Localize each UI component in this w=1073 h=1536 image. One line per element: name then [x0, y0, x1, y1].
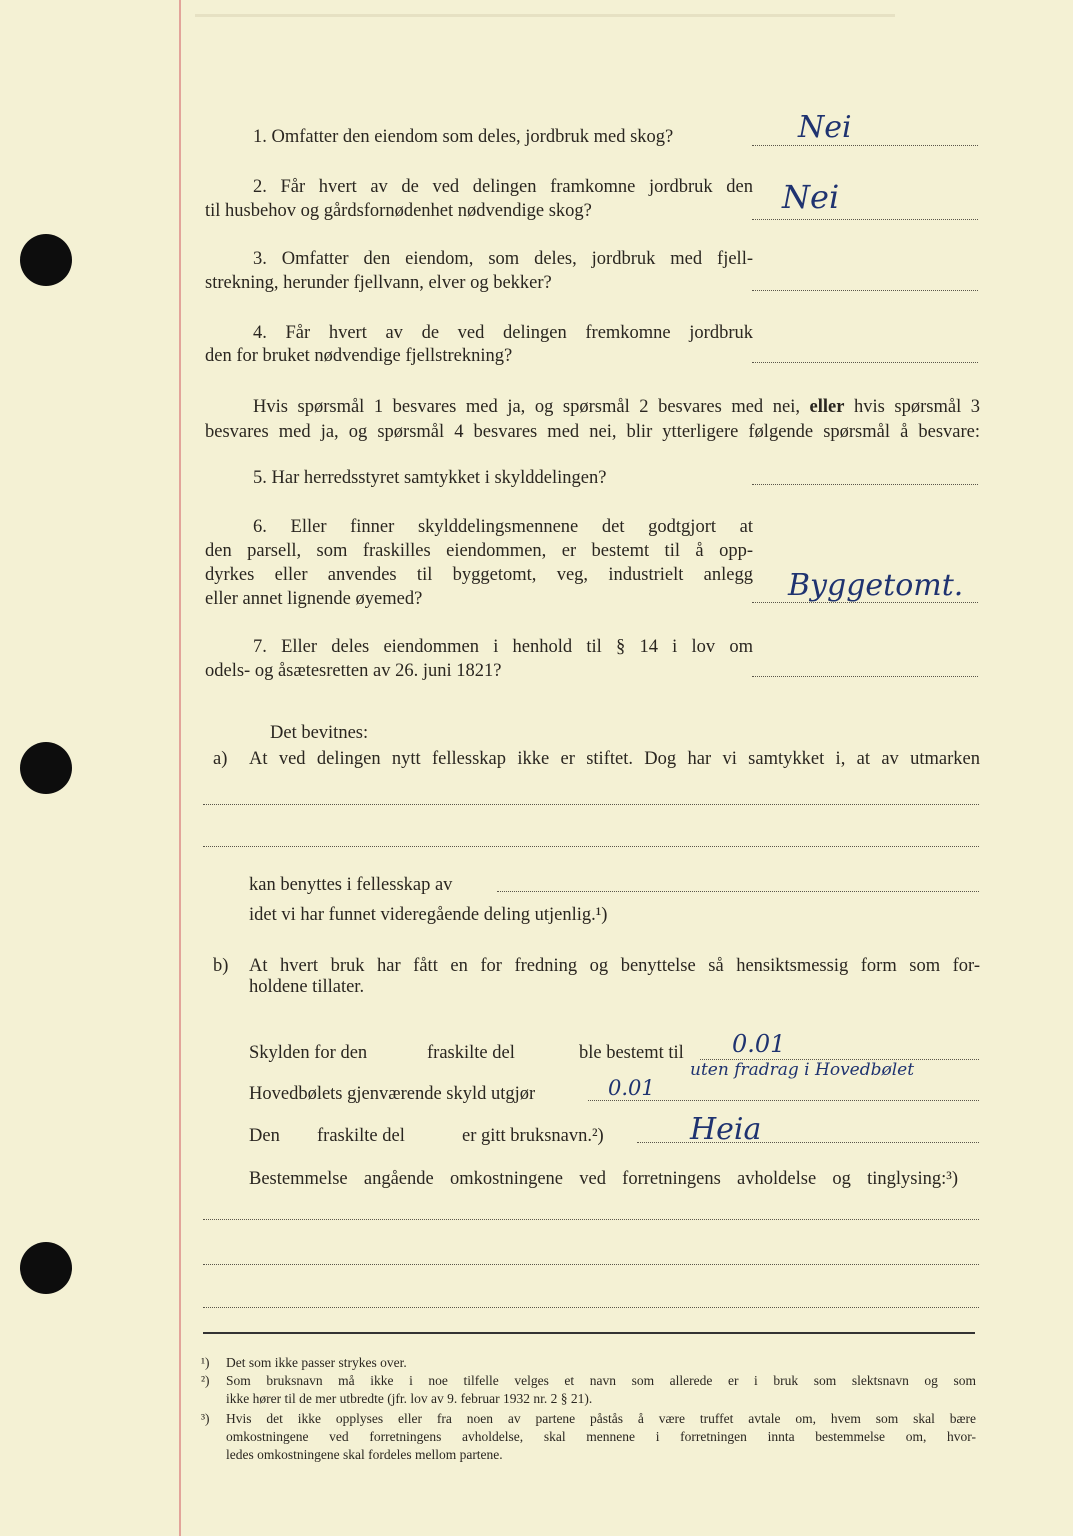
- answer-line-4: [752, 362, 978, 363]
- name-value-handwritten: Heia: [690, 1112, 762, 1147]
- remaining-fill-line: [588, 1100, 979, 1101]
- footnote-1: Det som ikke passer strykes over.: [226, 1355, 407, 1370]
- question-2-line-1: 2. Får hvert av de ved delingen framkomne jordbruk den: [253, 177, 753, 197]
- attest-b-label: b): [213, 956, 229, 976]
- margin-line: [179, 0, 181, 1536]
- answer-line-7: [752, 676, 978, 677]
- answer-6-handwritten: Byggetomt.: [788, 568, 964, 603]
- question-3-line-2: strekning, herunder fjellvann, elver og bekker?: [205, 273, 552, 293]
- question-1: 1. Omfatter den eiendom som deles, jordbruk med skog?: [253, 127, 674, 147]
- condition-text-b: hvis spørsmål 3: [854, 397, 981, 417]
- footnote-2-mark: ²): [201, 1373, 210, 1388]
- punch-hole-bottom: [20, 1242, 72, 1294]
- question-4-line-2: den for bruket nødvendige fjellstrekning?: [205, 346, 513, 366]
- skyld-label-2: fraskilte del: [427, 1043, 515, 1063]
- answer-1-handwritten: Nei: [798, 110, 852, 145]
- question-4-line-1: 4. Får hvert av de ved delingen fremkomne jordbruk: [253, 323, 753, 343]
- question-6-line-4: eller annet lignende øyemed?: [205, 589, 423, 609]
- question-7-line-2: odels- og åsætesretten av 26. juni 1821?: [205, 661, 502, 681]
- costs-label: Bestemmelse angående omkostningene ved forretningens avholdelse og tinglysing:³): [249, 1169, 958, 1189]
- attest-useful: idet vi har funnet videregående deling utjenlig.¹): [249, 905, 608, 925]
- costs-fill-line-1: [203, 1219, 979, 1220]
- attest-a-label: a): [213, 749, 228, 769]
- question-7-line-1: 7. Eller deles eiendommen i henhold til § 14 i lov om: [253, 637, 753, 657]
- question-5: 5. Har herredsstyret samtykket i skylddelingen?: [253, 468, 607, 488]
- question-3-line-1: 3. Omfatter den eiendom, som deles, jordbruk med fjell-: [253, 249, 753, 269]
- attest-a-fill-line-1: [203, 804, 979, 805]
- punch-hole-middle: [20, 742, 72, 794]
- footnote-1-mark: ¹): [201, 1355, 210, 1370]
- condition-line-2: besvares med ja, og spørsmål 4 besvares med nei, blir ytterligere følgende spørsmål å besvare:: [205, 422, 980, 442]
- footnote-3-mark: ³): [201, 1411, 210, 1426]
- answer-line-1: [752, 145, 978, 146]
- condition-text-a: Hvis spørsmål 1 besvares med ja, og spørsmål 2 besvares med nei,: [253, 397, 800, 417]
- costs-fill-line-3: [203, 1307, 979, 1308]
- attest-heading: Det bevitnes:: [270, 723, 369, 743]
- name-label-3: er gitt bruksnavn.²): [462, 1126, 604, 1146]
- attest-shared-use: kan benyttes i fellesskap av: [249, 875, 453, 895]
- question-2-line-2: til husbehov og gårdsfornødenhet nødvendige skog?: [205, 201, 592, 221]
- attest-a-text: At ved delingen nytt fellesskap ikke er stiftet. Dog har vi samtykket i, at av utmarken: [249, 749, 980, 769]
- skyld-note-handwritten: uten fradrag i Hovedbølet: [690, 1060, 915, 1080]
- costs-fill-line-2: [203, 1264, 979, 1265]
- condition-bold-eller: eller: [809, 397, 845, 417]
- footnote-3-line-1: Hvis det ikke opplyses eller fra noen av partene påstås å være truffet avtale om, hvem som skal bære: [226, 1411, 976, 1426]
- remaining-label: Hovedbølets gjenværende skyld utgjør: [249, 1084, 536, 1104]
- top-edge: [195, 14, 895, 17]
- answer-2-handwritten: Nei: [782, 178, 840, 216]
- question-6-line-3: dyrkes eller anvendes til byggetomt, veg, industrielt anlegg: [205, 565, 753, 585]
- punch-hole-top: [20, 234, 72, 286]
- question-6-line-1: 6. Eller finner skylddelingsmennene det godtgjort at: [253, 517, 753, 537]
- answer-line-5: [752, 484, 978, 485]
- footnote-2-line-2: ikke hører til de mer utbredte (jfr. lov av 9. februar 1932 nr. 2 § 21).: [226, 1391, 593, 1406]
- remaining-value-handwritten: 0.01: [608, 1076, 655, 1100]
- attest-b-line-2: holdene tillater.: [249, 977, 365, 997]
- answer-line-2: [752, 219, 978, 220]
- condition-line-1: [253, 396, 980, 418]
- footnote-separator: [203, 1332, 975, 1334]
- footnote-3-line-2: omkostningene ved forretningens avholdelse, skal mennene i forretningen innta bestemmelse om, hvor-: [226, 1429, 976, 1444]
- question-6-line-2: den parsell, som fraskilles eiendommen, er bestemt til å opp-: [205, 541, 753, 561]
- footnote-2-line-1: Som bruksnavn må ikke i noe tilfelle velges et navn som allerede er i bruk som slektsnavn og som: [226, 1373, 976, 1388]
- attest-b-line-1: At hvert bruk har fått en for fredning og benyttelse så hensiktsmessig form som for-: [249, 956, 980, 976]
- shared-use-fill-line: [497, 891, 979, 892]
- name-label-2: fraskilte del: [317, 1126, 405, 1146]
- attest-a-fill-line-2: [203, 846, 979, 847]
- name-label-1: Den: [249, 1126, 280, 1146]
- name-fill-line: [637, 1142, 979, 1143]
- skyld-label-1: Skylden for den: [249, 1043, 368, 1063]
- skyld-label-3: ble bestemt til: [579, 1043, 684, 1063]
- footnote-3-line-3: ledes omkostningene skal fordeles mellom partene.: [226, 1447, 503, 1462]
- skyld-value-handwritten: 0.01: [732, 1030, 786, 1058]
- answer-line-3: [752, 290, 978, 291]
